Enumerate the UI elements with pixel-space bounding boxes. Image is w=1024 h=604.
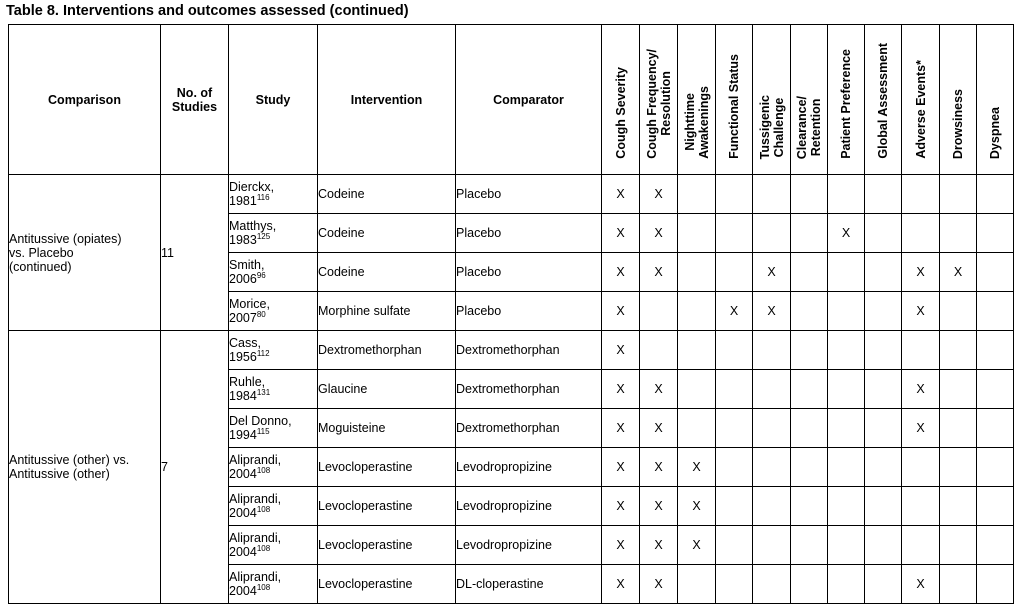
study-year: 1983: [229, 233, 257, 247]
outcome-mark-cell: [753, 448, 791, 487]
intervention-cell: Levocloperastine: [318, 487, 456, 526]
comparator-cell: DL-cloperastine: [456, 565, 602, 604]
outcome-mark-cell: [865, 448, 902, 487]
outcome-mark-cell: X: [602, 370, 640, 409]
study-cell: [229, 409, 318, 448]
outcome-mark-cell: [716, 565, 753, 604]
study-author: Morice,: [229, 297, 270, 311]
study-cell: [229, 214, 318, 253]
header-outcome: [716, 25, 753, 175]
header-outcome-label: Cough Frequency/ Resolution: [644, 49, 673, 159]
outcome-mark-cell: [902, 526, 940, 565]
study-reference: 125: [256, 232, 271, 241]
header-outcome: [602, 25, 640, 175]
outcome-mark-cell: X: [640, 253, 678, 292]
outcome-mark-cell: X: [678, 487, 716, 526]
outcome-mark-cell: X: [640, 565, 678, 604]
outcome-mark-cell: X: [640, 526, 678, 565]
study-year: 2006: [229, 272, 257, 286]
outcome-mark-cell: [865, 526, 902, 565]
study-reference: 96: [256, 271, 266, 280]
outcome-mark-cell: X: [640, 214, 678, 253]
outcome-mark-cell: [716, 214, 753, 253]
outcome-mark-cell: [977, 487, 1014, 526]
study-author: Dierckx,: [229, 180, 275, 194]
outcome-mark-cell: [753, 214, 791, 253]
intervention-cell: Codeine: [318, 253, 456, 292]
outcome-mark-cell: [977, 253, 1014, 292]
header-outcome-label: Dyspnea: [988, 106, 1002, 159]
header-outcome-label: Clearance/ Retention: [795, 95, 823, 159]
outcome-mark-cell: [716, 448, 753, 487]
outcome-mark-cell: X: [640, 409, 678, 448]
comparator-cell: Placebo: [456, 214, 602, 253]
outcome-mark-cell: [865, 409, 902, 448]
study-cell: [229, 448, 318, 487]
outcome-mark-cell: X: [902, 253, 940, 292]
outcome-mark-cell: X: [602, 526, 640, 565]
study-reference: 131: [256, 388, 271, 397]
header-outcome-label: Cough Severity: [613, 67, 628, 159]
outcome-mark-cell: [716, 331, 753, 370]
outcome-mark-cell: X: [902, 565, 940, 604]
outcome-mark-cell: X: [640, 370, 678, 409]
outcome-mark-cell: [640, 292, 678, 331]
header-no-of-studies: No. of Studies: [161, 25, 229, 175]
study-author: Cass,: [229, 336, 261, 350]
study-year: 2004: [229, 506, 257, 520]
outcome-mark-cell: [865, 292, 902, 331]
header-outcome: [753, 25, 791, 175]
comparator-cell: Levodropropizine: [456, 526, 602, 565]
study-year: 1994: [229, 428, 257, 442]
comparator-cell: Dextromethorphan: [456, 409, 602, 448]
study-cell: [229, 526, 318, 565]
outcome-mark-cell: [678, 565, 716, 604]
outcome-mark-cell: [902, 448, 940, 487]
study-author: Aliprandi,: [229, 453, 282, 467]
study-reference: 115: [256, 427, 270, 436]
header-comparison: Comparison: [9, 25, 161, 175]
outcome-mark-cell: [753, 565, 791, 604]
outcome-mark-cell: [940, 448, 977, 487]
outcome-mark-cell: [753, 487, 791, 526]
outcome-mark-cell: [865, 175, 902, 214]
study-cell: [229, 487, 318, 526]
outcome-mark-cell: [940, 331, 977, 370]
table-row: [9, 331, 1014, 370]
header-outcome-label: Nighttime Awakenings: [682, 86, 711, 159]
outcome-mark-cell: [791, 253, 828, 292]
outcome-mark-cell: X: [602, 409, 640, 448]
outcome-mark-cell: [828, 487, 865, 526]
outcome-mark-cell: X: [602, 253, 640, 292]
comparator-cell: Dextromethorphan: [456, 331, 602, 370]
outcome-mark-cell: [828, 409, 865, 448]
outcome-mark-cell: [977, 331, 1014, 370]
study-year: 2007: [229, 311, 257, 325]
outcome-mark-cell: [678, 175, 716, 214]
study-year: 2004: [229, 467, 257, 481]
outcome-mark-cell: [940, 214, 977, 253]
outcome-mark-cell: [940, 370, 977, 409]
outcome-mark-cell: [678, 292, 716, 331]
comparator-cell: Levodropropizine: [456, 448, 602, 487]
outcome-mark-cell: [828, 448, 865, 487]
header-outcome-label: Tussigenic Challenge: [757, 94, 786, 159]
study-cell: [229, 565, 318, 604]
outcome-mark-cell: [865, 214, 902, 253]
study-cell: [229, 175, 318, 214]
study-author: Aliprandi,: [229, 492, 282, 506]
intervention-cell: Moguisteine: [318, 409, 456, 448]
outcome-mark-cell: X: [602, 448, 640, 487]
outcome-mark-cell: [716, 370, 753, 409]
outcome-mark-cell: X: [602, 331, 640, 370]
header-outcome: [678, 25, 716, 175]
outcome-mark-cell: [828, 370, 865, 409]
study-reference: 112: [256, 349, 270, 358]
comparator-cell: Placebo: [456, 253, 602, 292]
outcome-mark-cell: X: [602, 487, 640, 526]
outcome-mark-cell: [678, 370, 716, 409]
outcome-mark-cell: [865, 565, 902, 604]
outcome-mark-cell: [902, 487, 940, 526]
intervention-cell: Codeine: [318, 175, 456, 214]
study-cell: [229, 253, 318, 292]
outcome-mark-cell: [678, 331, 716, 370]
outcome-mark-cell: [791, 370, 828, 409]
outcome-mark-cell: X: [753, 253, 791, 292]
outcome-mark-cell: [865, 253, 902, 292]
study-year: 1984: [229, 389, 257, 403]
study-reference: 116: [256, 193, 270, 202]
comparator-cell: Placebo: [456, 292, 602, 331]
study-year: 2004: [229, 584, 257, 598]
outcome-mark-cell: [753, 331, 791, 370]
outcome-mark-cell: X: [902, 409, 940, 448]
outcomes-table: [8, 24, 1014, 604]
outcome-mark-cell: [791, 448, 828, 487]
outcome-mark-cell: [828, 526, 865, 565]
outcome-mark-cell: [753, 409, 791, 448]
intervention-cell: Morphine sulfate: [318, 292, 456, 331]
outcome-mark-cell: [977, 526, 1014, 565]
outcome-mark-cell: X: [640, 448, 678, 487]
outcome-mark-cell: X: [678, 448, 716, 487]
header-outcome-label: Patient Preference: [839, 49, 853, 159]
outcome-mark-cell: [828, 175, 865, 214]
comparator-cell: Placebo: [456, 175, 602, 214]
outcome-mark-cell: [977, 409, 1014, 448]
outcome-mark-cell: [716, 526, 753, 565]
outcome-mark-cell: [791, 409, 828, 448]
outcome-mark-cell: [940, 487, 977, 526]
study-count-cell: 7: [161, 331, 229, 604]
intervention-cell: Dextromethorphan: [318, 331, 456, 370]
outcome-mark-cell: [940, 565, 977, 604]
table-caption: Table 8. Interventions and outcomes assessed (continued): [6, 3, 409, 19]
outcome-mark-cell: [716, 175, 753, 214]
study-reference: 108: [256, 544, 271, 553]
study-reference: 108: [256, 505, 271, 514]
outcome-mark-cell: [828, 253, 865, 292]
outcome-mark-cell: [865, 370, 902, 409]
outcome-mark-cell: [753, 175, 791, 214]
outcome-mark-cell: [791, 487, 828, 526]
outcome-mark-cell: [753, 370, 791, 409]
header-intervention: Intervention: [318, 25, 456, 175]
header-row: [9, 25, 1014, 175]
outcome-mark-cell: X: [902, 370, 940, 409]
outcome-mark-cell: [940, 526, 977, 565]
outcome-mark-cell: [791, 526, 828, 565]
outcome-mark-cell: [791, 565, 828, 604]
outcome-mark-cell: [791, 214, 828, 253]
outcome-mark-cell: [865, 487, 902, 526]
comparator-cell: Dextromethorphan: [456, 370, 602, 409]
comparator-cell: Levodropropizine: [456, 487, 602, 526]
outcome-mark-cell: X: [828, 214, 865, 253]
header-outcome: [791, 25, 828, 175]
outcome-mark-cell: [791, 292, 828, 331]
outcome-mark-cell: [977, 565, 1014, 604]
study-year: 1956: [229, 350, 257, 364]
outcome-mark-cell: [865, 331, 902, 370]
study-reference: 108: [256, 466, 271, 475]
outcome-mark-cell: X: [716, 292, 753, 331]
header-study: Study: [229, 25, 318, 175]
outcome-mark-cell: X: [602, 175, 640, 214]
outcome-mark-cell: [640, 331, 678, 370]
header-outcome: [940, 25, 977, 175]
header-outcome: [640, 25, 678, 175]
outcome-mark-cell: [678, 253, 716, 292]
header-comparator: Comparator: [456, 25, 602, 175]
header-outcome-label: Drowsiness: [951, 88, 965, 159]
outcome-mark-cell: [678, 214, 716, 253]
outcome-mark-cell: X: [902, 292, 940, 331]
outcome-mark-cell: [902, 331, 940, 370]
header-outcome: [828, 25, 865, 175]
outcome-mark-cell: X: [678, 526, 716, 565]
outcome-mark-cell: [940, 409, 977, 448]
header-outcome: [902, 25, 940, 175]
study-author: Smith,: [229, 258, 265, 272]
study-reference: 108: [256, 583, 271, 592]
study-reference: 80: [256, 310, 266, 319]
outcome-mark-cell: [977, 175, 1014, 214]
comparison-cell: Antitussive (opiates) vs. Placebo (continued): [9, 175, 161, 331]
study-cell: [229, 331, 318, 370]
header-outcome: [977, 25, 1014, 175]
study-count-cell: 11: [161, 175, 229, 331]
outcome-mark-cell: X: [602, 214, 640, 253]
study-cell: [229, 370, 318, 409]
outcome-mark-cell: [828, 331, 865, 370]
outcome-mark-cell: X: [640, 487, 678, 526]
outcome-mark-cell: [977, 448, 1014, 487]
study-year: 1981: [229, 194, 257, 208]
outcome-mark-cell: [716, 253, 753, 292]
intervention-cell: Codeine: [318, 214, 456, 253]
outcome-mark-cell: [977, 370, 1014, 409]
outcome-mark-cell: [753, 526, 791, 565]
outcome-mark-cell: [791, 331, 828, 370]
study-cell: [229, 292, 318, 331]
intervention-cell: Glaucine: [318, 370, 456, 409]
outcome-mark-cell: [678, 409, 716, 448]
study-author: Matthys,: [229, 219, 277, 233]
outcome-mark-cell: [902, 175, 940, 214]
study-author: Aliprandi,: [229, 570, 282, 584]
header-outcome-label: Functional Status: [727, 54, 741, 159]
study-author: Aliprandi,: [229, 531, 282, 545]
outcome-mark-cell: X: [640, 175, 678, 214]
outcome-mark-cell: [828, 565, 865, 604]
outcome-mark-cell: X: [602, 292, 640, 331]
outcome-mark-cell: [828, 292, 865, 331]
outcome-mark-cell: [977, 292, 1014, 331]
intervention-cell: Levocloperastine: [318, 448, 456, 487]
outcome-mark-cell: X: [753, 292, 791, 331]
intervention-cell: Levocloperastine: [318, 526, 456, 565]
outcome-mark-cell: [940, 175, 977, 214]
outcome-mark-cell: [716, 409, 753, 448]
study-year: 2004: [229, 545, 257, 559]
comparison-cell: Antitussive (other) vs. Antitussive (other): [9, 331, 161, 604]
table-row: [9, 175, 1014, 214]
study-author: Ruhle,: [229, 375, 266, 389]
outcome-mark-cell: [902, 214, 940, 253]
study-author: Del Donno,: [229, 414, 292, 428]
header-outcome-label: Adverse Events*: [913, 60, 928, 159]
outcome-mark-cell: [791, 175, 828, 214]
outcome-mark-cell: X: [602, 565, 640, 604]
header-outcome: [865, 25, 902, 175]
outcome-mark-cell: [716, 487, 753, 526]
outcome-mark-cell: [940, 292, 977, 331]
outcome-mark-cell: X: [940, 253, 977, 292]
header-outcome-label: Global Assessment: [876, 43, 890, 159]
intervention-cell: Levocloperastine: [318, 565, 456, 604]
outcome-mark-cell: [977, 214, 1014, 253]
